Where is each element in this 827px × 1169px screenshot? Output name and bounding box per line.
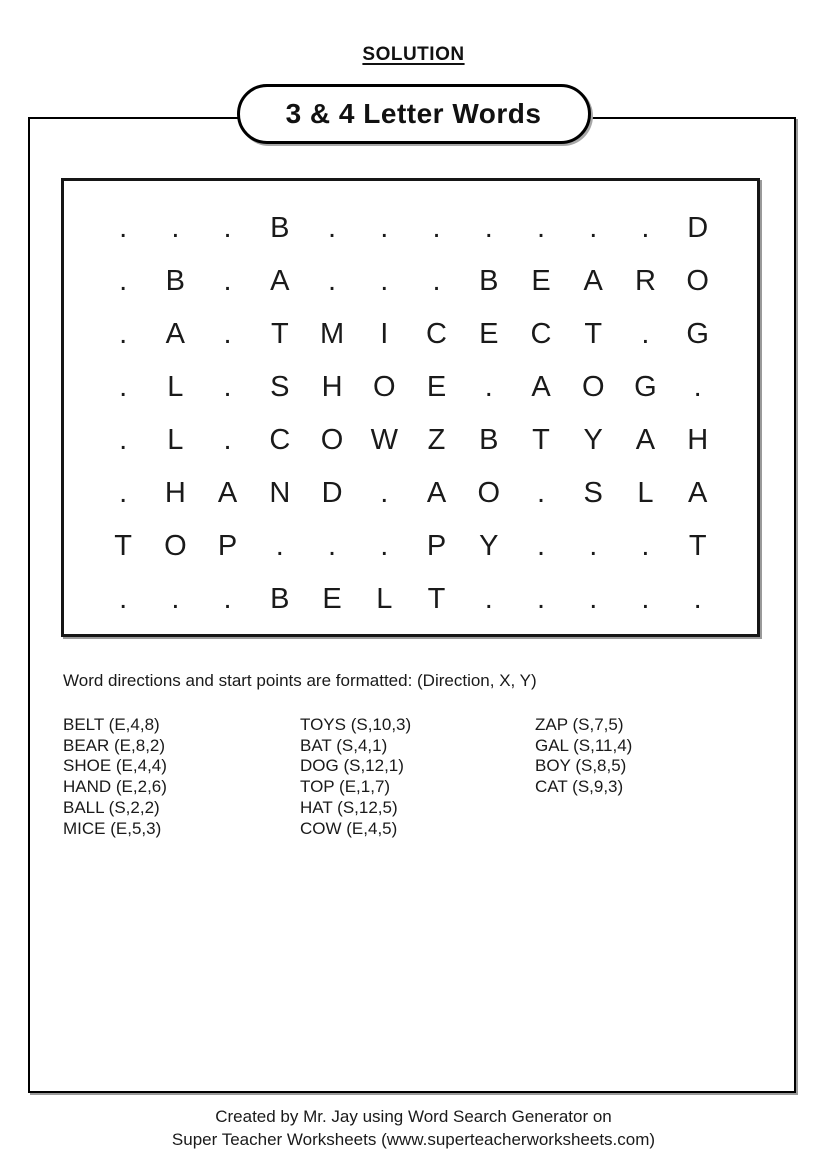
grid-cell-empty: . bbox=[484, 371, 493, 403]
word-list-entry: COW (E,4,5) bbox=[300, 818, 398, 838]
grid-cell-letter: C bbox=[530, 318, 552, 350]
grid-cell-letter: E bbox=[531, 265, 551, 297]
grid-cell-empty: . bbox=[119, 424, 128, 456]
grid-cell-empty: . bbox=[328, 265, 337, 297]
grid-cell-letter: L bbox=[167, 424, 184, 456]
grid-cell-letter: O bbox=[373, 371, 396, 403]
grid-cell-letter: Y bbox=[583, 424, 603, 456]
grid-cell-empty: . bbox=[119, 583, 128, 615]
grid-cell-letter: N bbox=[269, 477, 291, 509]
puzzle-grid bbox=[97, 202, 724, 626]
grid-cell-letter: T bbox=[270, 318, 289, 350]
grid-row bbox=[97, 308, 724, 361]
word-list-entry: BALL (S,2,2) bbox=[63, 797, 160, 817]
word-list-entry: HAT (S,12,5) bbox=[300, 797, 398, 817]
word-list-entry: HAND (E,2,6) bbox=[63, 777, 167, 797]
grid-cell-empty: . bbox=[693, 583, 702, 615]
grid-cell-letter: O bbox=[477, 477, 501, 509]
word-list-entry: TOP (E,1,7) bbox=[300, 777, 391, 797]
grid-cell-letter: D bbox=[321, 477, 343, 509]
grid-cell-empty: . bbox=[223, 371, 232, 403]
grid-cell-letter: A bbox=[688, 477, 708, 509]
word-list-column bbox=[535, 715, 632, 798]
grid-cell-empty: . bbox=[536, 212, 546, 244]
grid-cell-empty: . bbox=[536, 583, 546, 615]
grid-cell-empty: . bbox=[484, 212, 493, 244]
grid-cell-letter: T bbox=[427, 583, 446, 615]
word-list-entry: BAT (S,4,1) bbox=[300, 735, 388, 755]
grid-cell-letter: O bbox=[164, 530, 187, 562]
grid-cell-empty: . bbox=[432, 212, 441, 244]
grid-cell-letter: M bbox=[319, 318, 345, 350]
grid-cell-letter: C bbox=[269, 424, 291, 456]
grid-cell-letter: T bbox=[688, 530, 707, 562]
word-list-entry: BELT (E,4,8) bbox=[63, 715, 160, 734]
grid-cell-empty: . bbox=[119, 265, 128, 297]
grid-row bbox=[97, 202, 724, 255]
grid-cell-letter: H bbox=[321, 371, 343, 403]
word-list-entry: BOY (S,8,5) bbox=[535, 756, 627, 776]
grid-cell-letter: C bbox=[426, 318, 447, 350]
grid-cell-letter: L bbox=[376, 583, 393, 615]
grid-cell-empty: . bbox=[275, 530, 284, 562]
grid-cell-letter: E bbox=[426, 371, 447, 403]
grid-cell-letter: G bbox=[634, 371, 657, 403]
grid-row bbox=[97, 361, 724, 414]
grid-cell-empty: . bbox=[641, 318, 650, 350]
grid-cell-empty: . bbox=[641, 583, 650, 615]
grid-cell-letter: B bbox=[270, 583, 290, 615]
grid-cell-letter: D bbox=[687, 212, 709, 244]
grid-cell-empty: . bbox=[536, 477, 546, 509]
word-list-entry: SHOE (E,4,4) bbox=[63, 756, 167, 776]
grid-cell-empty: . bbox=[223, 265, 232, 297]
grid-cell-letter: B bbox=[270, 212, 290, 244]
grid-cell-empty: . bbox=[380, 530, 389, 562]
grid-cell-letter: O bbox=[581, 371, 605, 403]
grid-cell-letter: P bbox=[426, 530, 447, 562]
word-list-entry: GAL (S,11,4) bbox=[535, 735, 633, 755]
grid-cell-empty: . bbox=[119, 371, 128, 403]
grid-cell-letter: T bbox=[584, 318, 603, 350]
grid-cell-empty: . bbox=[589, 583, 598, 615]
grid-cell-empty: . bbox=[641, 212, 650, 244]
grid-cell-letter: W bbox=[370, 424, 398, 456]
word-list-column bbox=[300, 715, 411, 839]
grid-cell-empty: . bbox=[432, 265, 441, 297]
grid-cell-empty: . bbox=[328, 530, 337, 562]
grid-cell-empty: . bbox=[223, 424, 232, 456]
word-list-entry: MICE (E,5,3) bbox=[63, 818, 162, 838]
grid-cell-letter: T bbox=[532, 424, 550, 456]
solution-heading: SOLUTION bbox=[362, 44, 465, 65]
grid-cell-empty: . bbox=[641, 530, 650, 562]
grid-cell-letter: E bbox=[322, 583, 342, 615]
grid-row bbox=[97, 255, 724, 308]
grid-cell-empty: . bbox=[484, 583, 493, 615]
word-list-entry: DOG (S,12,1) bbox=[300, 756, 404, 776]
grid-cell-letter: O bbox=[686, 265, 709, 297]
grid-cell-letter: A bbox=[165, 318, 186, 350]
grid-cell-empty: . bbox=[119, 318, 128, 350]
title-banner bbox=[237, 84, 591, 144]
footer-line-2: Super Teacher Worksheets (www.superteacherworksheets.com) bbox=[171, 1129, 656, 1149]
grid-cell-letter: H bbox=[687, 424, 709, 456]
grid-row bbox=[97, 414, 724, 467]
word-list-column bbox=[63, 715, 167, 839]
footer-line-1: Created by Mr. Jay using Word Search Generator on bbox=[215, 1107, 612, 1126]
grid-cell-empty: . bbox=[589, 530, 598, 562]
grid-cell-empty: . bbox=[171, 212, 180, 244]
grid-cell-letter: Z bbox=[427, 424, 446, 456]
grid-cell-empty: . bbox=[693, 371, 702, 403]
grid-cell-empty: . bbox=[223, 583, 232, 615]
grid-cell-letter: L bbox=[167, 371, 184, 403]
grid-cell-letter: A bbox=[426, 477, 447, 509]
grid-cell-empty: . bbox=[380, 477, 389, 509]
word-list-entry: BEAR (E,8,2) bbox=[63, 735, 166, 755]
grid-cell-letter: Y bbox=[479, 530, 499, 562]
grid-cell-letter: S bbox=[583, 477, 603, 509]
grid-cell-letter: H bbox=[164, 477, 186, 509]
grid-cell-letter: B bbox=[165, 265, 186, 297]
grid-cell-empty: . bbox=[119, 477, 128, 509]
word-list-entry: CAT (S,9,3) bbox=[535, 777, 624, 797]
grid-cell-letter: B bbox=[479, 424, 499, 456]
footer-credit bbox=[0, 1106, 827, 1151]
grid-cell-letter: A bbox=[531, 371, 551, 403]
grid-cell-letter: A bbox=[583, 265, 603, 297]
page-title: 3 & 4 Letter Words bbox=[285, 98, 542, 129]
word-list-entry: ZAP (S,7,5) bbox=[535, 715, 624, 734]
grid-cell-letter: I bbox=[380, 318, 389, 350]
grid-cell-empty: . bbox=[171, 583, 180, 615]
grid-cell-empty: . bbox=[380, 265, 389, 297]
grid-cell-empty: . bbox=[223, 318, 232, 350]
grid-row bbox=[97, 520, 724, 573]
grid-cell-letter: O bbox=[320, 424, 344, 456]
grid-cell-letter: R bbox=[634, 265, 656, 297]
grid-cell-letter: T bbox=[114, 530, 132, 562]
grid-cell-empty: . bbox=[536, 530, 546, 562]
grid-cell-letter: P bbox=[217, 530, 238, 562]
grid-cell-letter: E bbox=[479, 318, 499, 350]
grid-row bbox=[97, 467, 724, 520]
grid-cell-empty: . bbox=[119, 212, 128, 244]
grid-cell-empty: . bbox=[589, 212, 598, 244]
grid-cell-letter: S bbox=[270, 371, 290, 403]
grid-cell-empty: . bbox=[380, 212, 389, 244]
grid-cell-letter: A bbox=[270, 265, 290, 297]
grid-cell-letter: A bbox=[635, 424, 656, 456]
grid-cell-letter: A bbox=[217, 477, 238, 509]
grid-cell-empty: . bbox=[328, 212, 337, 244]
puzzle-grid-box bbox=[61, 178, 760, 637]
grid-row bbox=[97, 573, 724, 626]
directions-note: Word directions and start points are formatted: (Direction, X, Y) bbox=[63, 671, 537, 690]
grid-cell-letter: G bbox=[686, 318, 709, 350]
grid-cell-letter: B bbox=[479, 265, 499, 297]
grid-cell-empty: . bbox=[223, 212, 232, 244]
word-list-entry: TOYS (S,10,3) bbox=[300, 715, 412, 734]
grid-cell-letter: L bbox=[637, 477, 654, 509]
